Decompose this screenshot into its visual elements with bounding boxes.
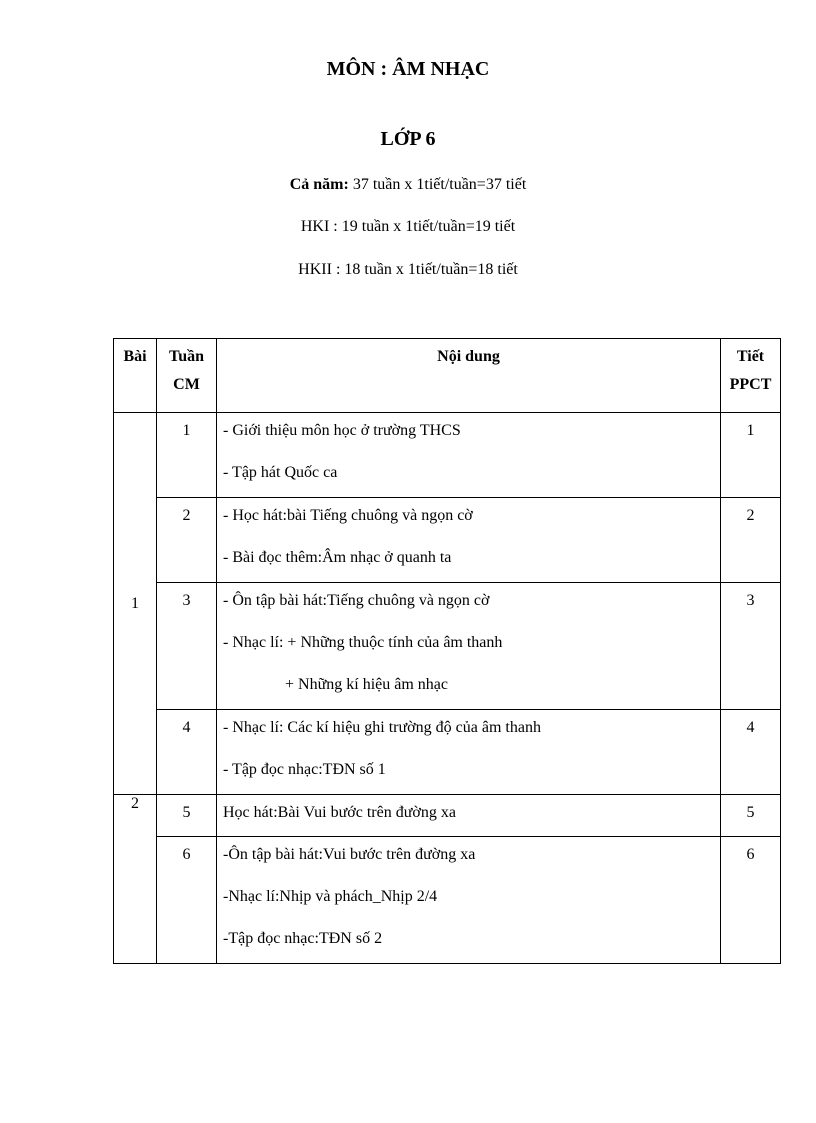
content-cell: - Học hát:bài Tiếng chuông và ngọn cờ - Bài đọc thêm:Âm nhạc ở quanh ta (217, 498, 721, 583)
year-summary (0, 176, 816, 194)
ppct-cell: 4 (721, 710, 781, 795)
table-row (114, 795, 781, 837)
ppct-cell: 6 (721, 837, 781, 964)
grade-title: LỚP 6 (380, 128, 436, 150)
week-cell: 6 (157, 837, 217, 964)
table-row (114, 413, 781, 498)
content-cell: Học hát:Bài Vui bước trên đường xa (217, 795, 721, 837)
year-value: 37 tuần x 1tiết/tuần=37 tiết (348, 176, 527, 193)
ppct-cell: 3 (721, 583, 781, 710)
semester-1-summary: HKI : 19 tuần x 1tiết/tuần=19 tiết (300, 218, 516, 235)
week-cell: 3 (157, 583, 217, 710)
table-header-row (114, 339, 781, 413)
lesson-cell: 1 (114, 413, 157, 795)
table-row (114, 583, 781, 710)
header-bai: Bài (114, 339, 157, 413)
week-cell: 5 (157, 795, 217, 837)
table-row (114, 710, 781, 795)
lesson-cell: 2 (114, 795, 157, 964)
semester-2-summary: HKII : 18 tuần x 1tiết/tuần=18 tiết (298, 261, 518, 278)
ppct-cell: 5 (721, 795, 781, 837)
header-tuan: Tuần CM (157, 339, 217, 413)
content-cell: - Giới thiệu môn học ở trường THCS - Tập hát Quốc ca (217, 413, 721, 498)
table-row (114, 837, 781, 964)
header-noidung: Nội dung (217, 339, 721, 413)
year-label: Cả năm: (289, 176, 349, 193)
ppct-cell: 1 (721, 413, 781, 498)
curriculum-table (113, 338, 781, 964)
ppct-cell: 2 (721, 498, 781, 583)
week-cell: 4 (157, 710, 217, 795)
week-cell: 2 (157, 498, 217, 583)
table-row (114, 498, 781, 583)
week-cell: 1 (157, 413, 217, 498)
header-tiet: Tiết PPCT (721, 339, 781, 413)
content-cell: -Ôn tập bài hát:Vui bước trên đường xa -Nhạc lí:Nhịp và phách_Nhịp 2/4 -Tập đọc nhạc:TĐN số 2 (217, 837, 721, 964)
content-cell: - Nhạc lí: Các kí hiệu ghi trường độ của âm thanh - Tập đọc nhạc:TĐN số 1 (217, 710, 721, 795)
subject-title: MÔN : ÂM NHẠC (326, 58, 490, 80)
content-cell: - Ôn tập bài hát:Tiếng chuông và ngọn cờ - Nhạc lí: + Những thuộc tính của âm thanh + Những kí hiệu âm nhạc (217, 583, 721, 710)
